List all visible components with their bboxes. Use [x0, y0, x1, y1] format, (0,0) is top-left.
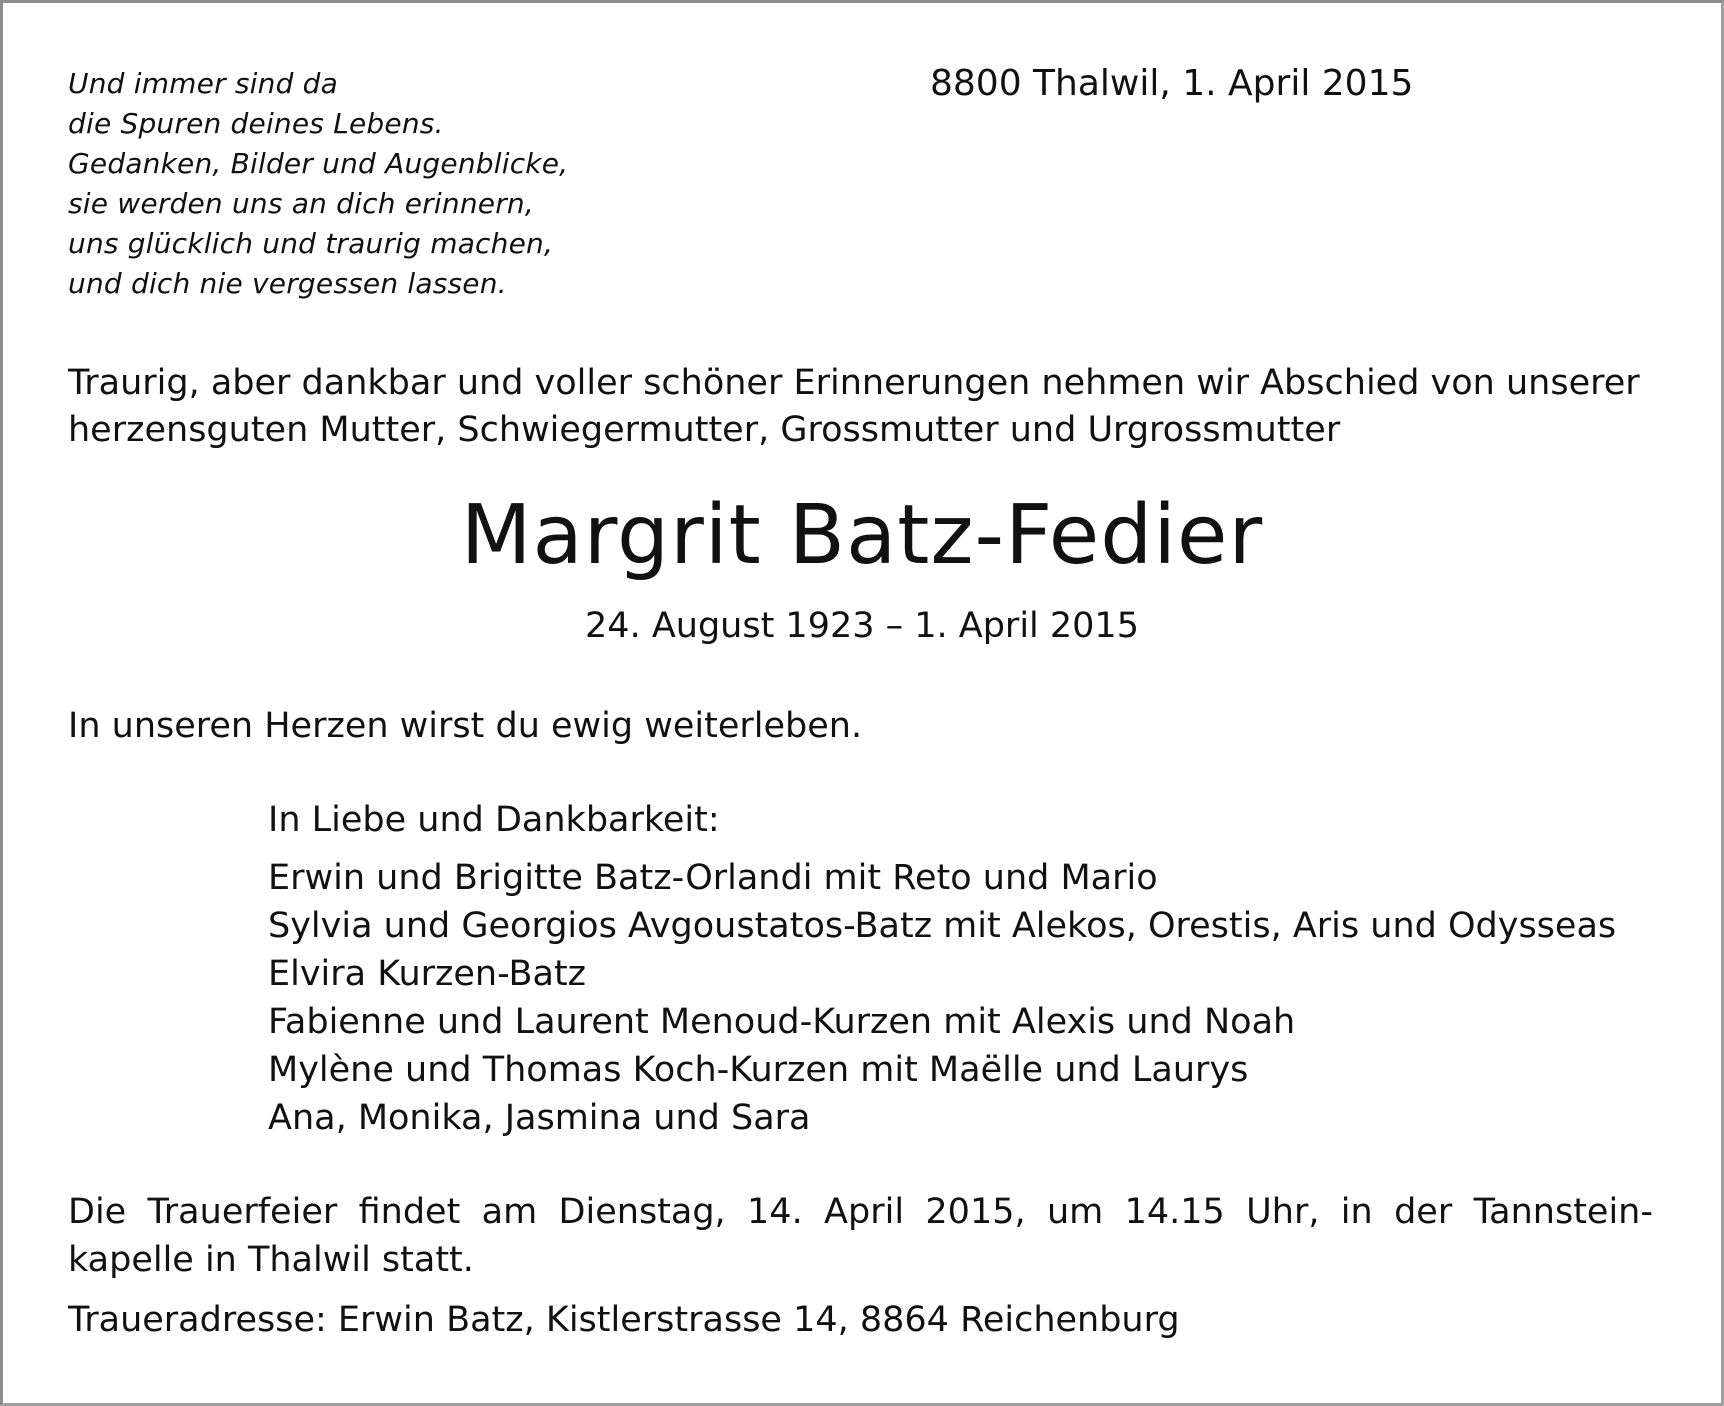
mourner-entry: Sylvia und Georgios Avgoustatos-Batz mit Alekos, Orestis, Aris und Odysseas [268, 906, 1617, 946]
motto-text: In unseren Herzen wirst du ewig weiterleben. [68, 706, 863, 746]
signoff-text: In Liebe und Dankbarkeit: [268, 800, 720, 840]
memorial-poem [68, 64, 628, 304]
mourner-entry: Ana, Monika, Jasmina und Sara [268, 1098, 811, 1138]
mourner-entry: Fabienne und Laurent Menoud-Kurzen mit Alexis und Noah [268, 1002, 1296, 1042]
mourner-entry: Erwin und Brigitte Batz-Orlandi mit Reto und Mario [268, 858, 1158, 898]
mourning-address: Traueradresse: Erwin Batz, Kistlerstrasse 14, 8864 Reichenburg [68, 1300, 1180, 1340]
place-and-date: 8800 Thalwil, 1. April 2015 [930, 63, 1414, 104]
service-info [68, 1188, 1653, 1284]
life-dates: 24. August 1923 – 1. April 2015 [585, 606, 1139, 646]
poem-line: die Spuren deines Lebens. [68, 107, 444, 140]
mourner-entry: Mylène und Thomas Koch-Kurzen mit Maëlle und Laurys [268, 1050, 1249, 1090]
service-line: Die Trauerfeier findet am Dienstag, 14. April 2015, um 14.15 Uhr, in der Tannstein- [68, 1192, 1653, 1232]
poem-line: und dich nie vergessen lassen. [68, 267, 507, 300]
intro-text [68, 360, 1668, 454]
mourners-list [268, 854, 1616, 1142]
intro-line: Traurig, aber dankbar und voller schöner Erinnerungen nehmen wir Abschied von unserer [68, 363, 1640, 403]
service-line: kapelle in Thalwil statt. [68, 1240, 474, 1280]
poem-line: sie werden uns an dich erinnern, [68, 187, 534, 220]
poem-line: uns glücklich und traurig machen, [68, 227, 554, 260]
poem-line: Und immer sind da [68, 67, 339, 100]
intro-line: herzensguten Mutter, Schwiegermutter, Grossmutter und Urgrossmutter [68, 410, 1341, 450]
poem-line: Gedanken, Bilder und Augenblicke, [68, 147, 569, 180]
mourner-entry: Elvira Kurzen-Batz [268, 954, 587, 994]
deceased-name: Margrit Batz-Fedier [460, 488, 1264, 583]
